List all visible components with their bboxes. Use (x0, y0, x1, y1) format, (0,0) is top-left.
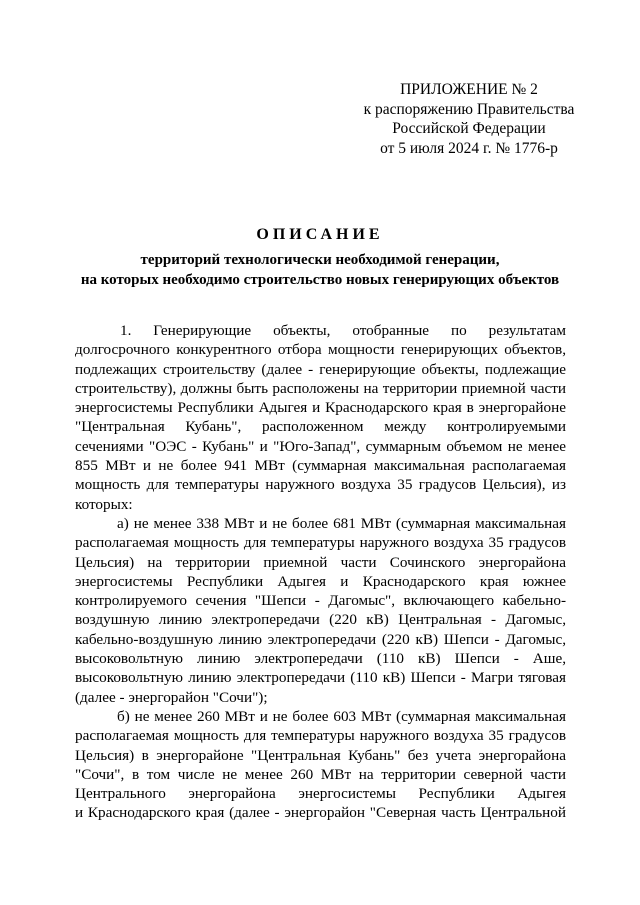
body-line: "Сочи", в том числе не менее 260 МВт на территории северной части (75, 765, 566, 783)
body-line: располагаемая мощность для температуры наружного воздуха 35 градусов (75, 727, 566, 745)
body-line: долгосрочного конкурентного отбора мощности генерирующих объектов, (75, 341, 566, 359)
body-line: (далее - энергорайон "Сочи"); (75, 688, 268, 706)
appendix-header (338, 80, 600, 158)
body-line: мощность для температуры наружного воздуха 35 градусов Цельсия), из (75, 476, 566, 494)
body-line: "Центральная Кубань", расположенном между контролируемыми (75, 418, 566, 436)
body-line: Цельсия) в энергорайоне "Центральная Кубань" без учета энергорайона (75, 746, 566, 764)
appendix-date: от 5 июля 2024 г. № 1776-р (380, 139, 558, 157)
body-line: строительству), должны быть расположены на территории приемной части (75, 379, 566, 397)
document-body (75, 321, 566, 823)
body-line: подлежащих строительству (далее - генерирующие объекты, подлежащие (75, 360, 566, 378)
subtitle-line: территорий технологически необходимой генерации, (140, 252, 500, 268)
document-subtitle (0, 251, 640, 290)
body-line: высоковольтную линию электропередачи (110 кВ) Шепси - Магри тяговая (75, 669, 566, 687)
appendix-reference: к распоряжению Правительства (363, 100, 575, 118)
body-line: энергосистемы Республики Адыгея и Краснодарского края южнее (75, 572, 566, 590)
body-line: Цельсия) на территории приемной части Сочинского энергорайона (75, 553, 566, 571)
document-title: ОПИСАНИЕ (256, 226, 384, 243)
body-line: которых: (75, 495, 133, 513)
body-line: контролируемого сечения "Шепси - Дагомыс", включающего кабельно- (75, 592, 566, 610)
body-line: располагаемая мощность для температуры наружного воздуха 35 градусов (75, 534, 566, 552)
appendix-number: ПРИЛОЖЕНИЕ № 2 (400, 81, 538, 98)
body-line: а) не менее 338 МВт и не более 681 МВт (суммарная максимальная (117, 514, 566, 532)
body-line: воздушную линию электропередачи (220 кВ) Центральная - Дагомыс, (75, 611, 566, 629)
body-line: Центрального энергорайона энергосистемы Республики Адыгея (75, 785, 566, 803)
body-line: кабельно-воздушную линию электропередачи (220 кВ) Шепси - Дагомыс, (75, 630, 566, 648)
body-line: сечениями "ОЭС - Кубань" и "Юго-Запад", суммарным объемом не менее (75, 437, 566, 455)
body-line: высоковольтную линию электропередачи (110 кВ) Шепси - Аше, (75, 650, 566, 668)
appendix-authority: Российской Федерации (392, 120, 546, 137)
body-line: 855 МВт и не более 941 МВт (суммарная максимальная располагаемая (75, 457, 566, 475)
body-line: и Краснодарского края (далее - энергорайон "Северная часть Центральной (75, 804, 566, 822)
body-line: энергосистемы Республики Адыгея и Краснодарского края в энергорайоне (75, 399, 566, 417)
body-line: б) не менее 260 МВт и не более 603 МВт (суммарная максимальная (117, 707, 566, 725)
body-line: 1. Генерирующие объекты, отобранные по результатам (120, 322, 566, 339)
subtitle-line: на которых необходимо строительство новых генерирующих объектов (80, 271, 560, 288)
